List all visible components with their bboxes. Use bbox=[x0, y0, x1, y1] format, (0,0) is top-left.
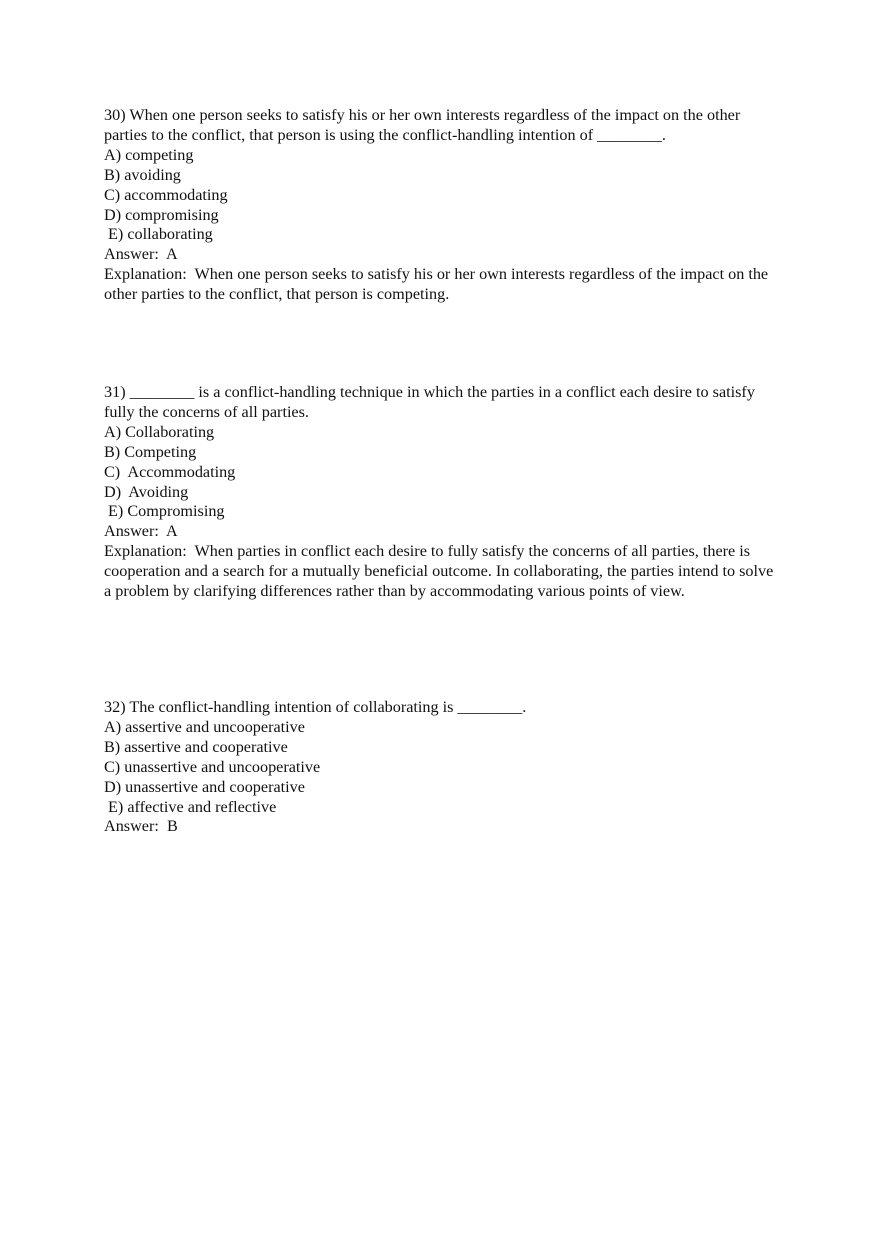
question-31 bbox=[104, 383, 784, 602]
question-32 bbox=[104, 698, 784, 837]
answer-line: Answer: A bbox=[104, 245, 178, 264]
question-stem: 32) The conflict-handling intention of collaborating is ________. bbox=[104, 698, 527, 716]
option-c: C) Accommodating bbox=[104, 462, 236, 481]
option-e: E) affective and reflective bbox=[104, 797, 277, 816]
answer-line: Answer: B bbox=[104, 817, 178, 836]
option-c: C) unassertive and uncooperative bbox=[104, 757, 321, 776]
answer-options bbox=[104, 423, 784, 523]
option-c: C) accommodating bbox=[104, 185, 228, 204]
option-b: B) avoiding bbox=[104, 165, 181, 184]
explanation: Explanation: When one person seeks to satisfy his or her own interests regardless of the impact on the other parties to the conflict, that person is competing. bbox=[104, 265, 773, 304]
question-stem: 30) When one person seeks to satisfy his or her own interests regardless of the impact on the other parties to the conflict, that person is using the conflict-handling intention of ________. bbox=[104, 106, 745, 144]
option-a: A) assertive and uncooperative bbox=[104, 717, 305, 736]
option-e: E) Compromising bbox=[104, 502, 225, 521]
question-30 bbox=[104, 106, 784, 305]
option-d: D) compromising bbox=[104, 205, 219, 224]
option-a: A) competing bbox=[104, 145, 194, 164]
option-e: E) collaborating bbox=[104, 225, 213, 244]
option-b: B) Competing bbox=[104, 442, 197, 461]
explanation: Explanation: When parties in conflict each desire to fully satisfy the concerns of all parties, there is cooperation and a search for a mutually beneficial outcome. In collaborating, the parties intend to solve a problem by clarifying differences rather than by accommodating various points of view. bbox=[104, 542, 778, 601]
option-d: D) Avoiding bbox=[104, 482, 189, 501]
option-d: D) unassertive and cooperative bbox=[104, 777, 305, 796]
answer-options bbox=[104, 718, 784, 818]
question-stem: 31) ________ is a conflict-handling technique in which the parties in a conflict each desire to satisfy fully the concerns of all parties. bbox=[104, 383, 759, 421]
option-a: A) Collaborating bbox=[104, 422, 215, 441]
answer-options bbox=[104, 146, 784, 246]
option-b: B) assertive and cooperative bbox=[104, 737, 288, 756]
answer-line: Answer: A bbox=[104, 522, 178, 541]
